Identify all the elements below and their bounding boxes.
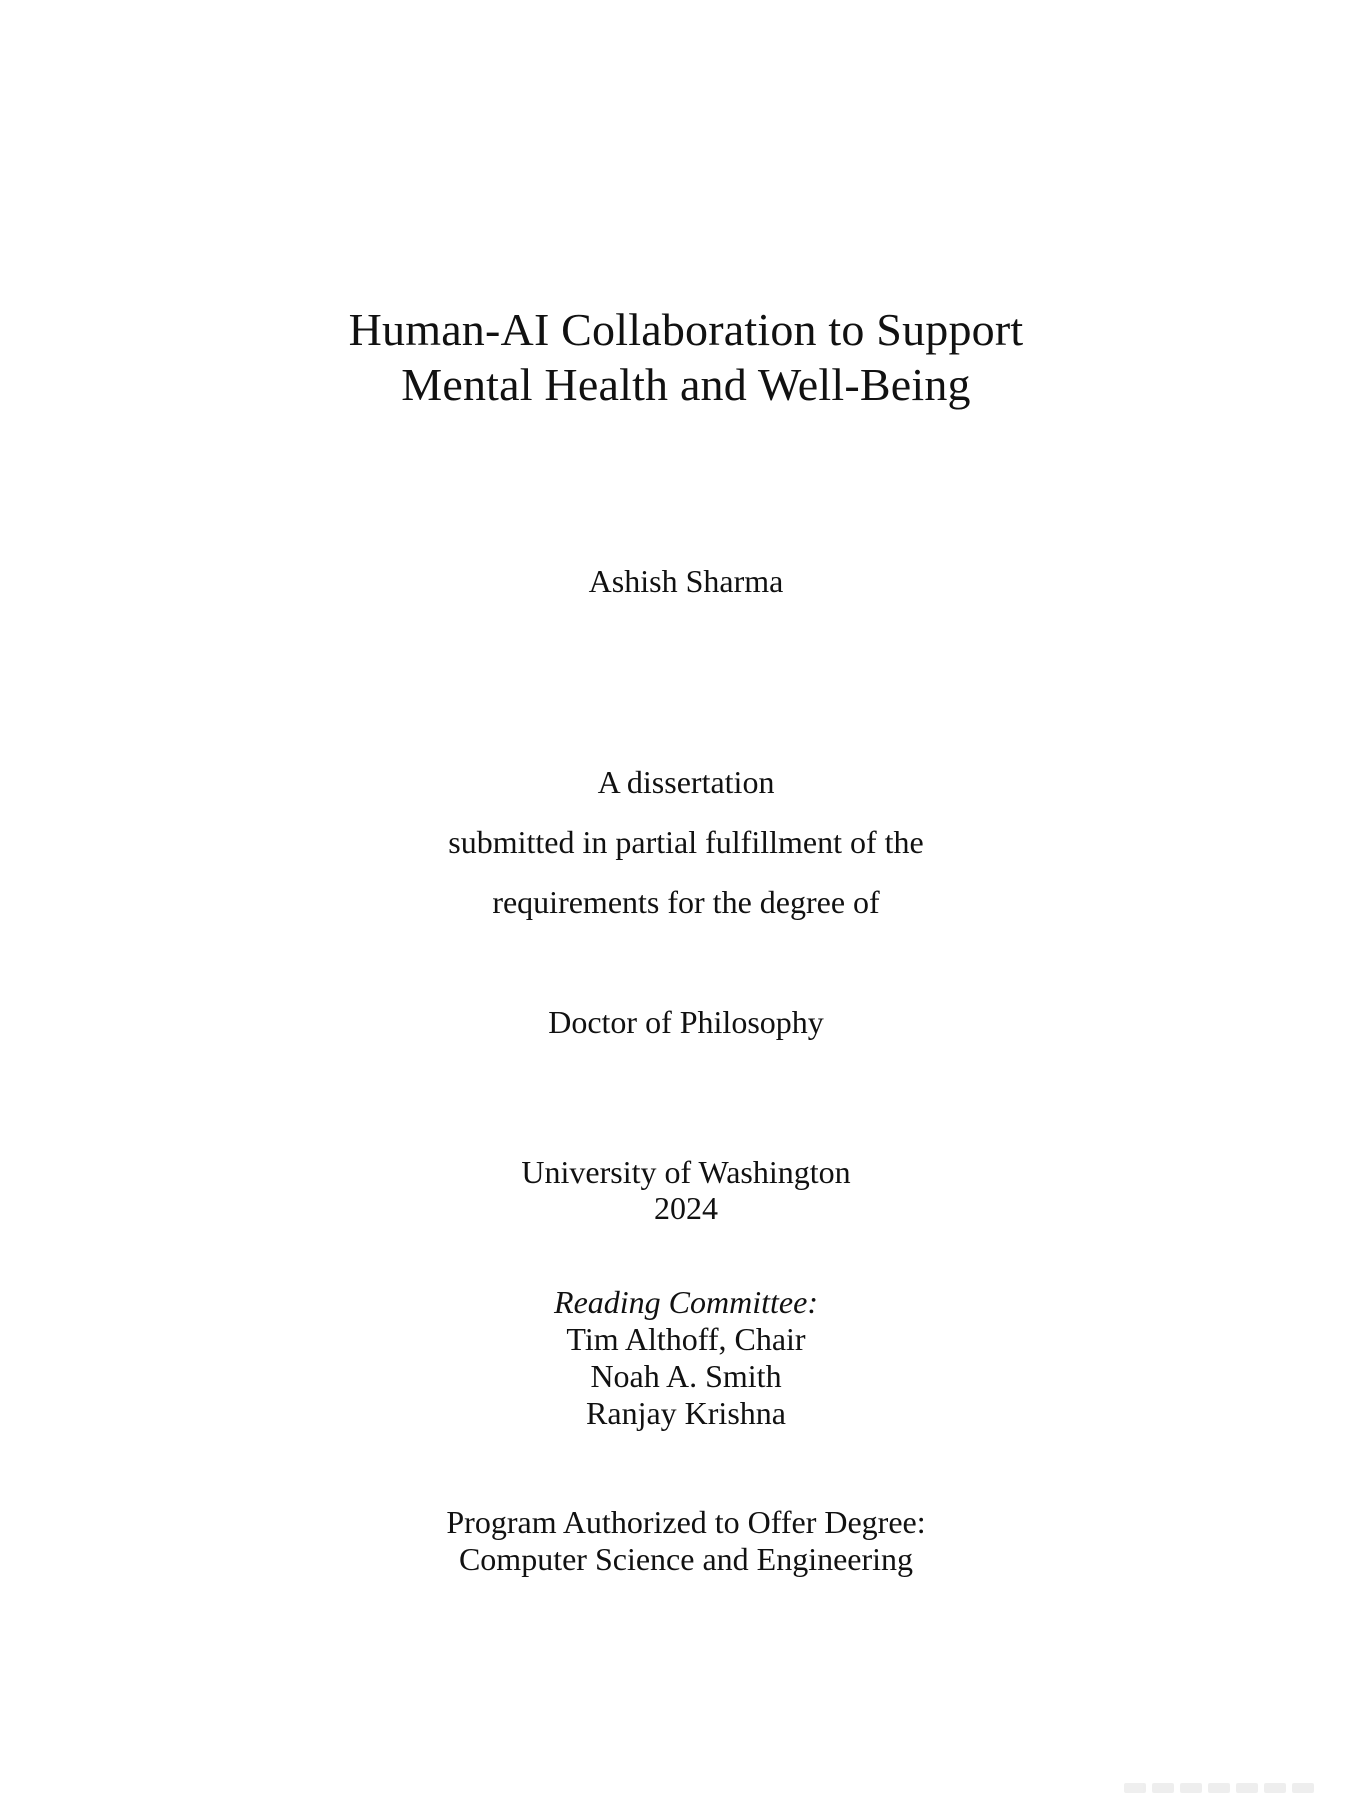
committee-member-3: Ranjay Krishna [586,1395,786,1431]
program-name: Computer Science and Engineering [458,1541,914,1577]
faint-mark-segment [1236,1783,1258,1793]
title-line-1: Human-AI Collaboration to Support [348,304,1024,355]
faint-mark-segment [1152,1783,1174,1793]
faint-mark-segment [1124,1783,1146,1793]
faint-mark-segment [1180,1783,1202,1793]
committee-member-2: Noah A. Smith [590,1358,782,1394]
faint-scan-mark [1124,1780,1354,1798]
degree-name: Doctor of Philosophy [548,1004,824,1040]
committee-member-1: Tim Althoff, Chair [566,1321,806,1357]
faint-mark-segment [1264,1783,1286,1793]
program-heading: Program Authorized to Offer Degree: [446,1504,926,1540]
faint-mark-segment [1292,1783,1314,1793]
faint-mark-segment [1208,1783,1230,1793]
institution-name: University of Washington [521,1154,851,1190]
author-name: Ashish Sharma [588,563,784,599]
submission-line-1: A dissertation [597,764,775,800]
committee-heading: Reading Committee: [554,1284,818,1320]
submission-line-2: submitted in partial fulfillment of the [448,824,924,860]
submission-line-3: requirements for the degree of [492,884,880,920]
title-line-2: Mental Health and Well-Being [401,359,971,410]
degree-year: 2024 [654,1190,718,1226]
